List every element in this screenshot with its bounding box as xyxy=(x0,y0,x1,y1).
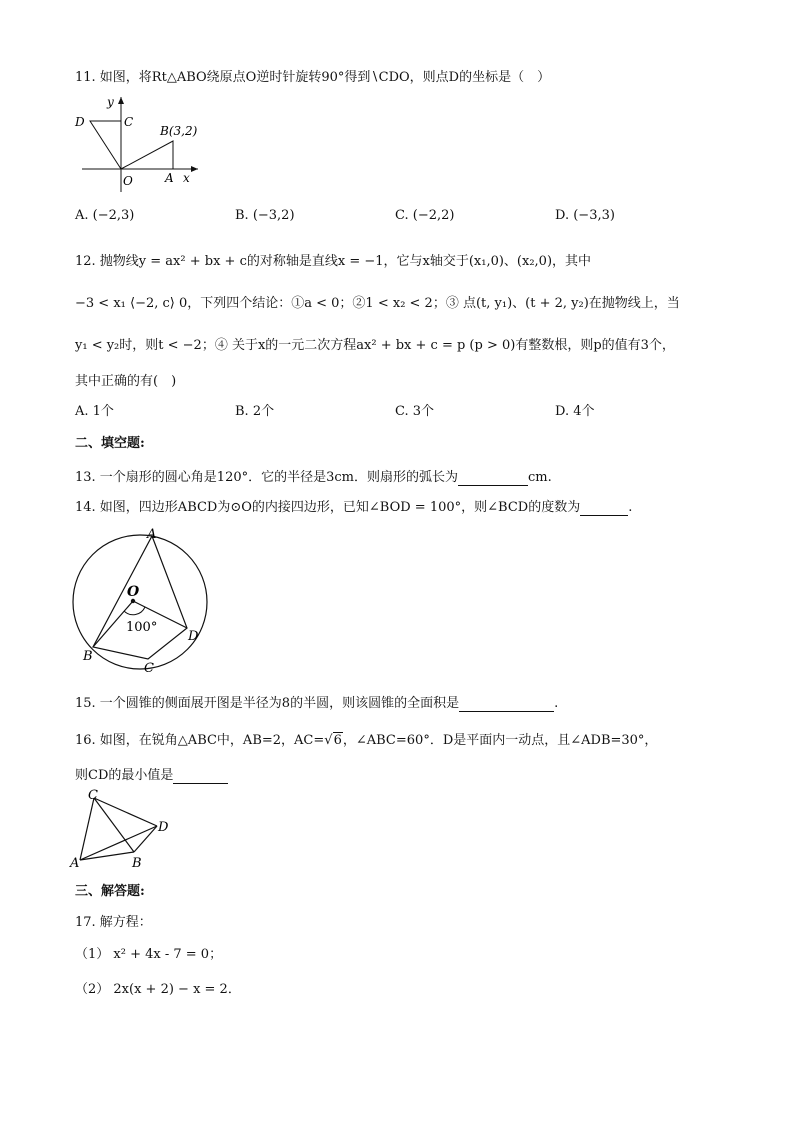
q16-text-2: 则CD的最小值是 xyxy=(75,768,174,783)
q15 xyxy=(75,692,558,712)
q17-part-2: （2） 2x(x + 2) − x = 2． xyxy=(75,982,241,997)
q12-line-3: y₁ < y₂时，则t < −2；④ 关于x的一元二次方程ax² + bx + c = p (p > 0)有整数根，则p的值有3个， xyxy=(75,338,675,353)
q11-label-b: B(3,2) xyxy=(160,124,198,138)
q11-label-d: D xyxy=(75,115,85,129)
q11-options xyxy=(75,208,715,223)
q15-text: 15. 一个圆锥的侧面展开图是半径为8的半圆，则该圆锥的全面积是 xyxy=(75,696,460,711)
q14-label-a: A xyxy=(147,527,157,542)
q16-label-c: C xyxy=(88,788,98,803)
q13-answer-blank[interactable] xyxy=(458,470,528,486)
q16-sqrt-value: 6 xyxy=(333,733,342,748)
section-fill-in-heading: 二、填空题: xyxy=(75,436,145,451)
q13-unit: cm. xyxy=(528,470,552,485)
q11-label-y: y xyxy=(107,95,114,109)
q11-option-a[interactable]: A. (−2,3) xyxy=(75,208,135,223)
q11-label-x: x xyxy=(183,171,190,185)
q11-option-c[interactable]: C. (−2,2) xyxy=(395,208,455,223)
q14-label-c: C xyxy=(144,661,154,676)
q16-line-2 xyxy=(75,764,228,784)
q11-label-c: C xyxy=(124,115,134,129)
q11-option-d[interactable]: D. (−3,3) xyxy=(555,208,615,223)
q12-line-2: −3 < x₁ ⟨−2, c⟩ 0，下列四个结论：①a < 0；②1 < x₂ < 2；③ 点(t, y₁)、(t + 2, y₂)在抛物线上，当 xyxy=(75,296,680,311)
q14-figure xyxy=(66,522,216,677)
q16-answer-blank[interactable] xyxy=(173,768,228,784)
q12-options xyxy=(75,400,715,419)
q14-text: 14. 如图，四边形ABCD为⊙O的内接四边形，已知∠BOD = 100°，则∠BCD的度数为 xyxy=(75,500,581,515)
q12-option-d[interactable]: D. 4个 xyxy=(555,404,595,419)
q16-label-a: A xyxy=(70,856,80,870)
q17-title: 17. 解方程： xyxy=(75,915,152,930)
section-solve-heading: 三、解答题: xyxy=(75,884,145,899)
q12-option-b[interactable]: B. 2个 xyxy=(235,404,275,419)
q13 xyxy=(75,466,552,486)
q16-text-b: ，∠ABC=60°．D是平面内一动点，且∠ADB=30°， xyxy=(342,733,658,748)
q16-sqrt xyxy=(324,733,343,748)
q16-label-b: B xyxy=(132,856,142,870)
q14-label-d: D xyxy=(188,629,199,644)
q11-label-a: A xyxy=(165,171,174,185)
q16-label-d: D xyxy=(158,820,169,835)
q15-answer-blank[interactable] xyxy=(459,696,554,712)
q17-part-1: （1） x² + 4x - 7 = 0； xyxy=(75,947,223,962)
q14-end: . xyxy=(628,500,633,515)
q11-stem: 11. 如图，将Rt△ABO绕原点O逆时针旋转90°得到∖CDO，则点D的坐标是（ ） xyxy=(75,70,551,85)
q12-line-1: 12. 抛物线y = ax² + bx + c的对称轴是直线x = −1，它与x轴交于(x₁,0)、(x₂,0)，其中 xyxy=(75,254,592,269)
q12-line-4: 其中正确的有( ) xyxy=(75,374,177,389)
q14-answer-blank[interactable] xyxy=(580,500,628,516)
q15-end: . xyxy=(554,696,559,711)
q14-label-b: B xyxy=(83,649,93,664)
sqrt-icon: √ xyxy=(324,733,333,748)
q11-label-o: O xyxy=(123,174,133,188)
q12-option-c[interactable]: C. 3个 xyxy=(395,404,435,419)
q11-figure xyxy=(70,92,210,202)
q12-option-a[interactable]: A. 1个 xyxy=(75,404,114,419)
q16-line-1 xyxy=(75,729,657,748)
q16-figure xyxy=(68,788,178,870)
q14-label-o: O xyxy=(127,584,140,600)
q14 xyxy=(75,496,632,516)
q13-text: 13. 一个扇形的圆心角是120°．它的半径是3cm．则扇形的弧长为 xyxy=(75,470,458,485)
q11-option-b[interactable]: B. (−3,2) xyxy=(235,208,295,223)
q14-angle-label: 100° xyxy=(126,620,158,635)
q16-text-a: 16. 如图，在锐角△ABC中，AB=2，AC= xyxy=(75,733,325,748)
